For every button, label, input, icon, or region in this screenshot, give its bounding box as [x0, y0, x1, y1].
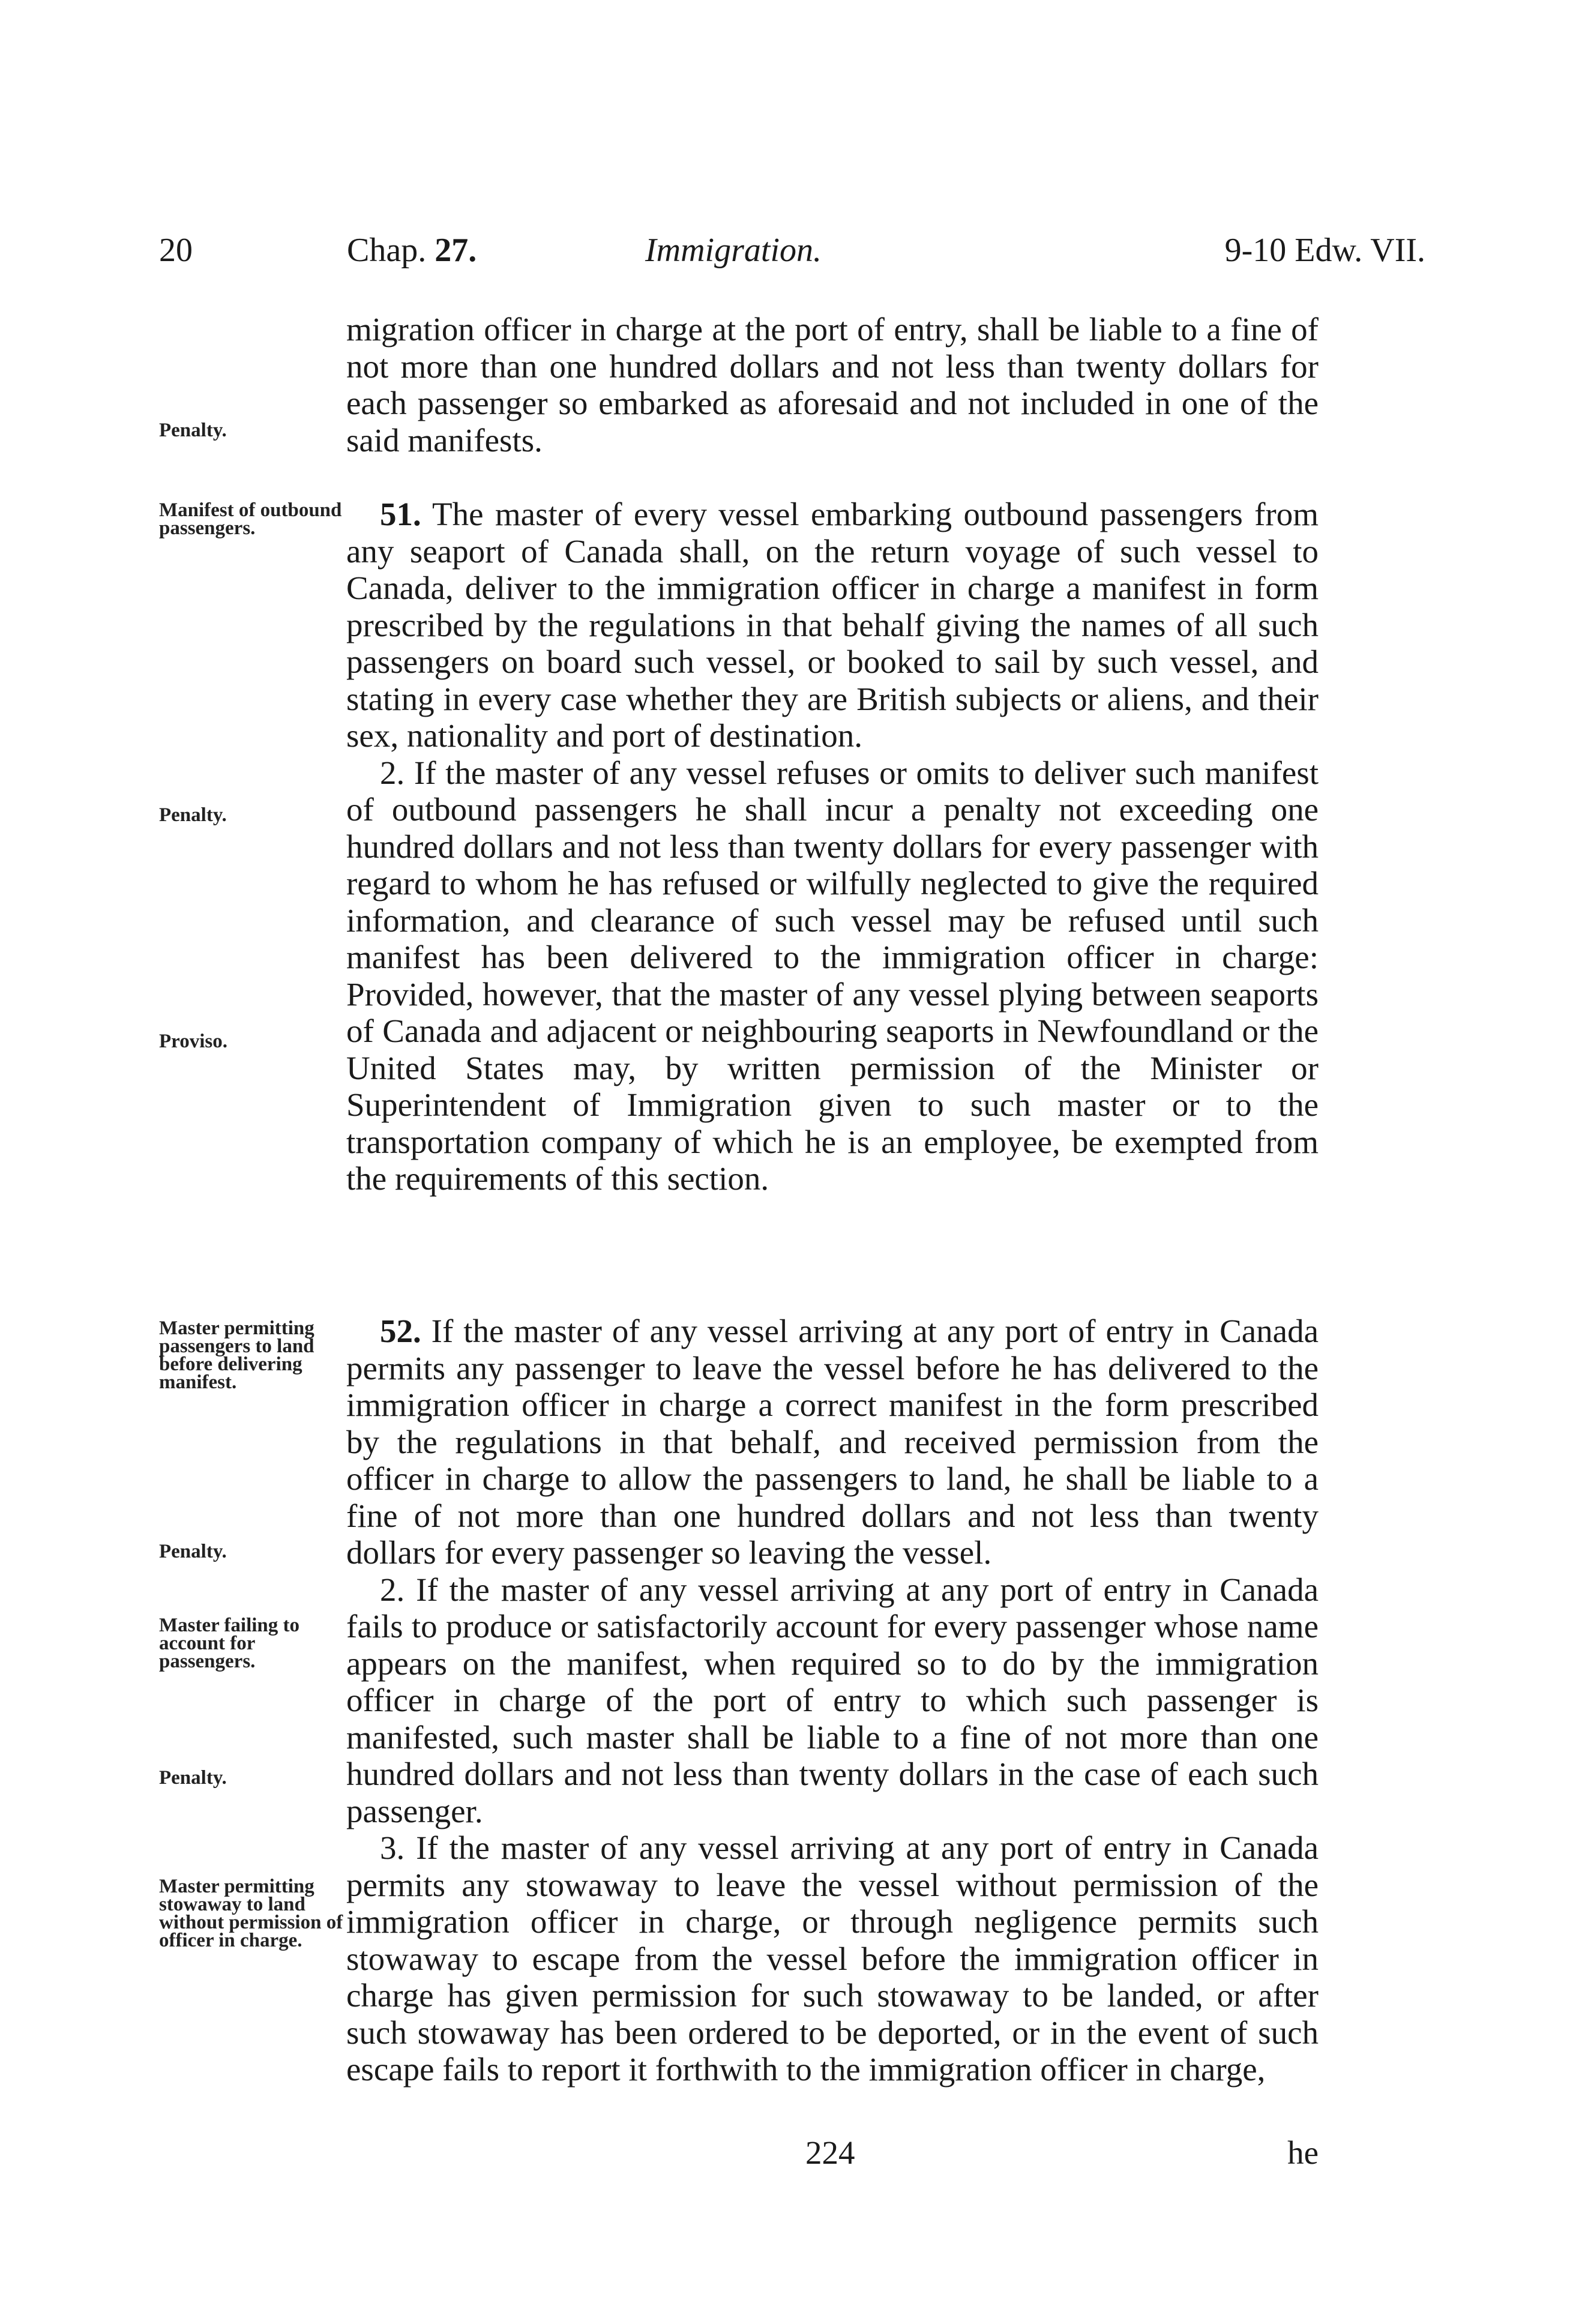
running-title: Immigration. — [645, 232, 822, 269]
chapter-label — [347, 231, 477, 269]
paragraph-text: If the master of any vessel arriving at any port of entry in Canada permits any passenger to leave the vessel before he has delivered to the immigration officer in charge a correct manifest in the form prescribed by the regulations in that behalf, and received permission from the officer in charge to allow the passengers to land, he shall be liable to a fine of not more than one hundred dollars and not less than twenty dollars for every passenger so leaving the vessel. — [346, 1313, 1319, 1571]
chapter-number: 27. — [435, 232, 477, 269]
paragraph — [346, 1571, 1319, 1830]
marginal-note: Penalty. — [159, 420, 227, 441]
paragraph — [346, 1313, 1319, 1571]
paragraph-text: 2. If the master of any vessel refuses or omits to deliver such manifest of outbound passengers he shall incur a penalty not exceeding one hundred dollars and not less than twenty dollars for every passenger with regard to whom he has refused or wilfully neglected to give the required information, and clearance of such vessel may be refused until such manifest has been delivered to the immigration officer in charge: Provided, however, that the master of any vessel plying between seaports of Canada and adjacent or neighbouring seaports in Newfoundland or the United States may, by written permission of the Minister or Superintendent of Immigration given to such master or to the transportation company of which he is an employee, be exempted from the requirements of this section. — [346, 754, 1319, 1197]
marginal-note: Penalty. — [159, 804, 227, 826]
section-number: 51. — [380, 496, 421, 532]
running-header — [159, 231, 1425, 279]
page-number: 20 — [159, 232, 193, 269]
marginal-note: Master permitting passengers to land before delivering manifest. — [159, 1317, 314, 1393]
text-block — [346, 311, 1319, 459]
marginal-note: Master failing to account for passengers. — [159, 1615, 300, 1672]
text-block — [346, 496, 1319, 1197]
paragraph — [346, 311, 1319, 459]
marginal-note: Penalty. — [159, 1541, 227, 1562]
paragraph-text: 2. If the master of any vessel arriving at any port of entry in Canada fails to produce or satisfactorily account for every passenger whose name appears on the manifest, when required so to do by the immigration officer in charge of the port of entry to which such passenger is manifested, such master shall be liable to a fine of not more than one hundred dollars and not less than twenty dollars in the case of each such passenger. — [346, 1571, 1319, 1829]
paragraph-text: 3. If the master of any vessel arriving at any port of entry in Canada permits any stowaway to leave the vessel without permission of the immigration officer in charge, or through negligence permits such stowaway to escape from the vessel before the immigration officer in charge has given permission for such stowaway to be landed, or after such stowaway has been ordered to be deported, or in the event of such escape fails to report it forthwith to the immigration officer in charge, — [346, 1829, 1319, 2088]
paragraph — [346, 1829, 1319, 2088]
text-block — [346, 1313, 1319, 2088]
paragraph-text: The master of every vessel embarking outbound passengers from any seaport of Canada shall, on the return voyage of such vessel to Canada, deliver to the immigration officer in charge a manifest in form prescribed by the regulations in that behalf giving the names of all such passengers on board such vessel, or booked to sail by such vessel, and stating in every case whether they are British subjects or aliens, and their sex, nationality and port of destination. — [346, 496, 1319, 754]
paragraph-text: migration officer in charge at the port of entry, shall be liable to a fine of not more than one hundred dollars and not less than twenty dollars for each passenger so embarked as aforesaid and not included in one of the said manifests. — [346, 311, 1319, 459]
regnal-year: 9-10 Edw. VII. — [1224, 232, 1425, 269]
marginal-note: Master permitting stowaway to land without permission of officer in charge. — [159, 1876, 343, 1951]
catchword: he — [1287, 2134, 1319, 2171]
page-footer — [346, 2134, 1319, 2176]
paragraph — [346, 496, 1319, 754]
footer-page-number: 224 — [805, 2134, 855, 2171]
marginal-note: Manifest of outbound passengers. — [159, 499, 342, 539]
marginal-note: Proviso. — [159, 1031, 227, 1052]
marginal-note: Penalty. — [159, 1767, 227, 1789]
paragraph — [346, 754, 1319, 1197]
section-number: 52. — [380, 1313, 421, 1349]
chapter-word: Chap. — [347, 232, 427, 269]
